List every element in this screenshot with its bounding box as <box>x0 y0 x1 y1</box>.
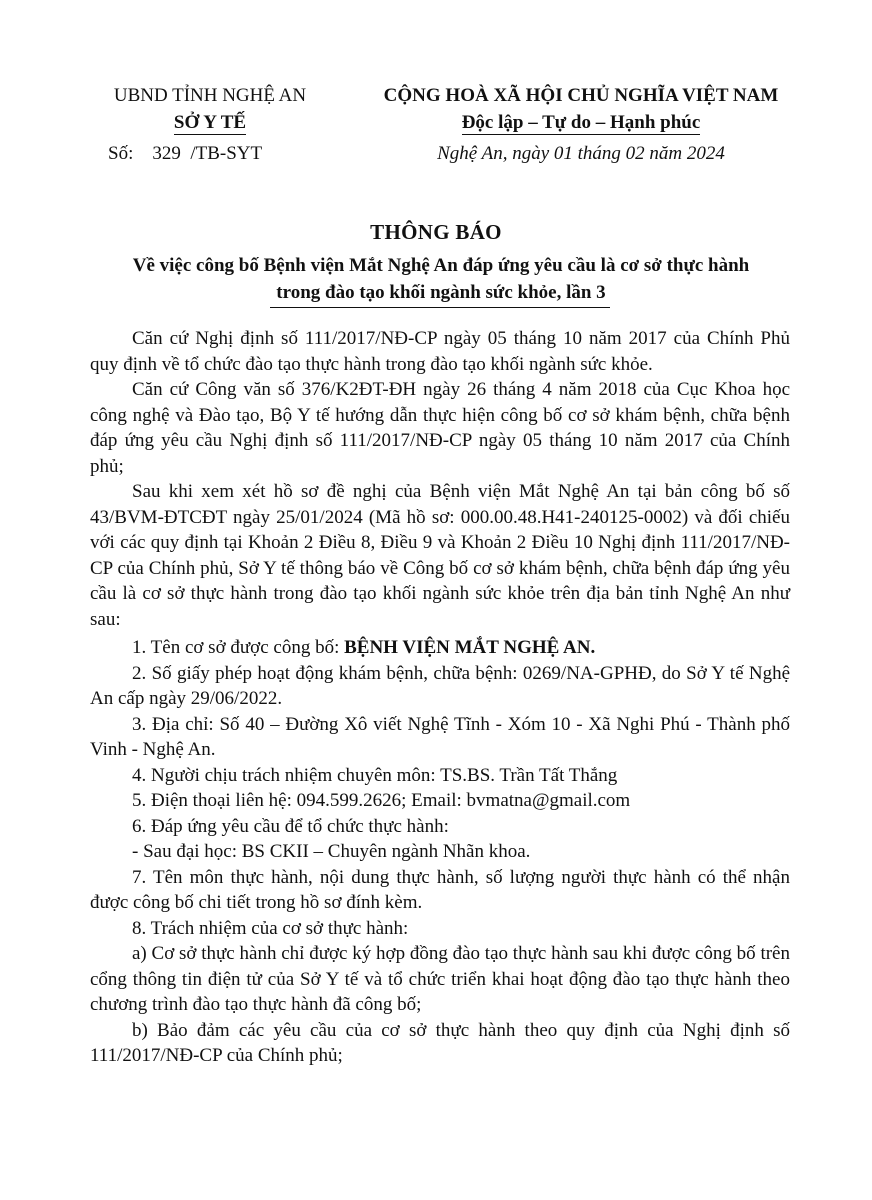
issuing-agency-block <box>92 82 328 136</box>
country-name: CỘNG HOÀ XÃ HỘI CHỦ NGHĨA VIỆT NAM <box>383 85 779 106</box>
national-motto: Độc lập – Tự do – Hạnh phúc <box>462 109 701 136</box>
item-6: 6. Đáp ứng yêu cầu để tổ chức thực hành: <box>132 815 449 837</box>
paragraph-review: Sau khi xem xét hồ sơ đề nghị của Bệnh viện Mắt Nghệ An tại bản công bố số 43/BVM-ĐTCĐT ngày 25/01/2024 (Mã hồ sơ: 000.00.48.H41-240125-0002) và đối chiếu với các quy định tại Khoản 2 Điều 8, Điều 9 và Khoản 2 Điều 10 Nghị định 111/2017/NĐ-CP của Chính phủ, Sở Y tế thông báo về Công bố cơ sở khám bệnh, chữa bệnh đáp ứng yêu cầu là cơ sở thực hành trong đào tạo khối ngành sức khỏe trên địa bản tỉnh Nghệ An như sau: <box>90 481 790 630</box>
item-8: 8. Trách nhiệm của cơ sở thực hành: <box>132 917 409 939</box>
item-3: 3. Địa chỉ: Số 40 – Đường Xô viết Nghệ Tĩnh - Xóm 10 - Xã Nghi Phú - Thành phố Vinh - Nghệ An. <box>90 713 790 760</box>
subtitle-line-1: Về việc công bố Bệnh viện Mắt Nghệ An đáp ứng yêu cầu là cơ sở thực hành <box>132 255 750 276</box>
national-header-block <box>356 82 806 136</box>
document-body <box>90 326 790 1069</box>
item-1 <box>90 635 790 661</box>
paragraph-legal-basis-2: Căn cứ Công văn số 376/K2ĐT-ĐH ngày 26 tháng 4 năm 2018 của Cục Khoa học công nghệ và Đào tạo, Bộ Y tế hướng dẫn thực hiện công bố cơ sở khám bệnh, chữa bệnh đáp ứng yêu cầu Nghị định số 111/2017/NĐ-CP ngày 05 tháng 10 năm 2017 của Chính phủ; <box>90 379 790 477</box>
facility-name: BỆNH VIỆN MẮT NGHỆ AN. <box>344 637 596 658</box>
issuing-department: SỞ Y TẾ <box>174 109 246 136</box>
issuing-agency: UBND TỈNH NGHỆ AN <box>113 85 307 106</box>
item-5: 5. Điện thoại liên hệ: 094.599.2626; Email: bvmatna@gmail.com <box>132 790 631 811</box>
item-8a: a) Cơ sở thực hành chỉ được ký hợp đồng đào tạo thực hành sau khi được công bố trên cổng thông tin điện tử của Sở Y tế và tổ chức triển khai hoạt động đào tạo thực hành theo chương trình đào tạo thực hành đã công bố; <box>90 943 790 1015</box>
document-title: THÔNG BÁO <box>370 220 502 244</box>
item-1-label: 1. Tên cơ sở được công bố: <box>132 637 345 658</box>
item-2: 2. Số giấy phép hoạt động khám bệnh, chữa bệnh: 0269/NA-GPHĐ, do Sở Y tế Nghệ An cấp ngày 29/06/2022. <box>90 662 790 709</box>
document-number: Số: 329 /TB-SYT <box>108 143 263 164</box>
paragraph-legal-basis-1: Căn cứ Nghị định số 111/2017/NĐ-CP ngày 05 tháng 10 năm 2017 của Chính Phủ quy định về tổ chức đào tạo thực hành trong đào tạo khối ngành sức khỏe. <box>90 328 790 375</box>
subtitle-line-2: trong đào tạo khối ngành sức khỏe, lần 3 <box>276 279 605 306</box>
item-4: 4. Người chịu trách nhiệm chuyên môn: TS.BS. Trần Tất Thắng <box>132 764 618 786</box>
item-8b: b) Bảo đảm các yêu cầu của cơ sở thực hành theo quy định của Nghị định số 111/2017/NĐ-CP của Chính phủ; <box>90 1019 790 1066</box>
place-and-date: Nghệ An, ngày 01 tháng 02 năm 2024 <box>437 143 725 164</box>
item-6a: - Sau đại học: BS CKII – Chuyên ngành Nhãn khoa. <box>132 841 531 862</box>
item-7: 7. Tên môn thực hành, nội dung thực hành, số lượng người thực hành có thể nhận được công bố chi tiết trong hồ sơ đính kèm. <box>90 866 790 913</box>
document-subtitle <box>86 252 796 306</box>
